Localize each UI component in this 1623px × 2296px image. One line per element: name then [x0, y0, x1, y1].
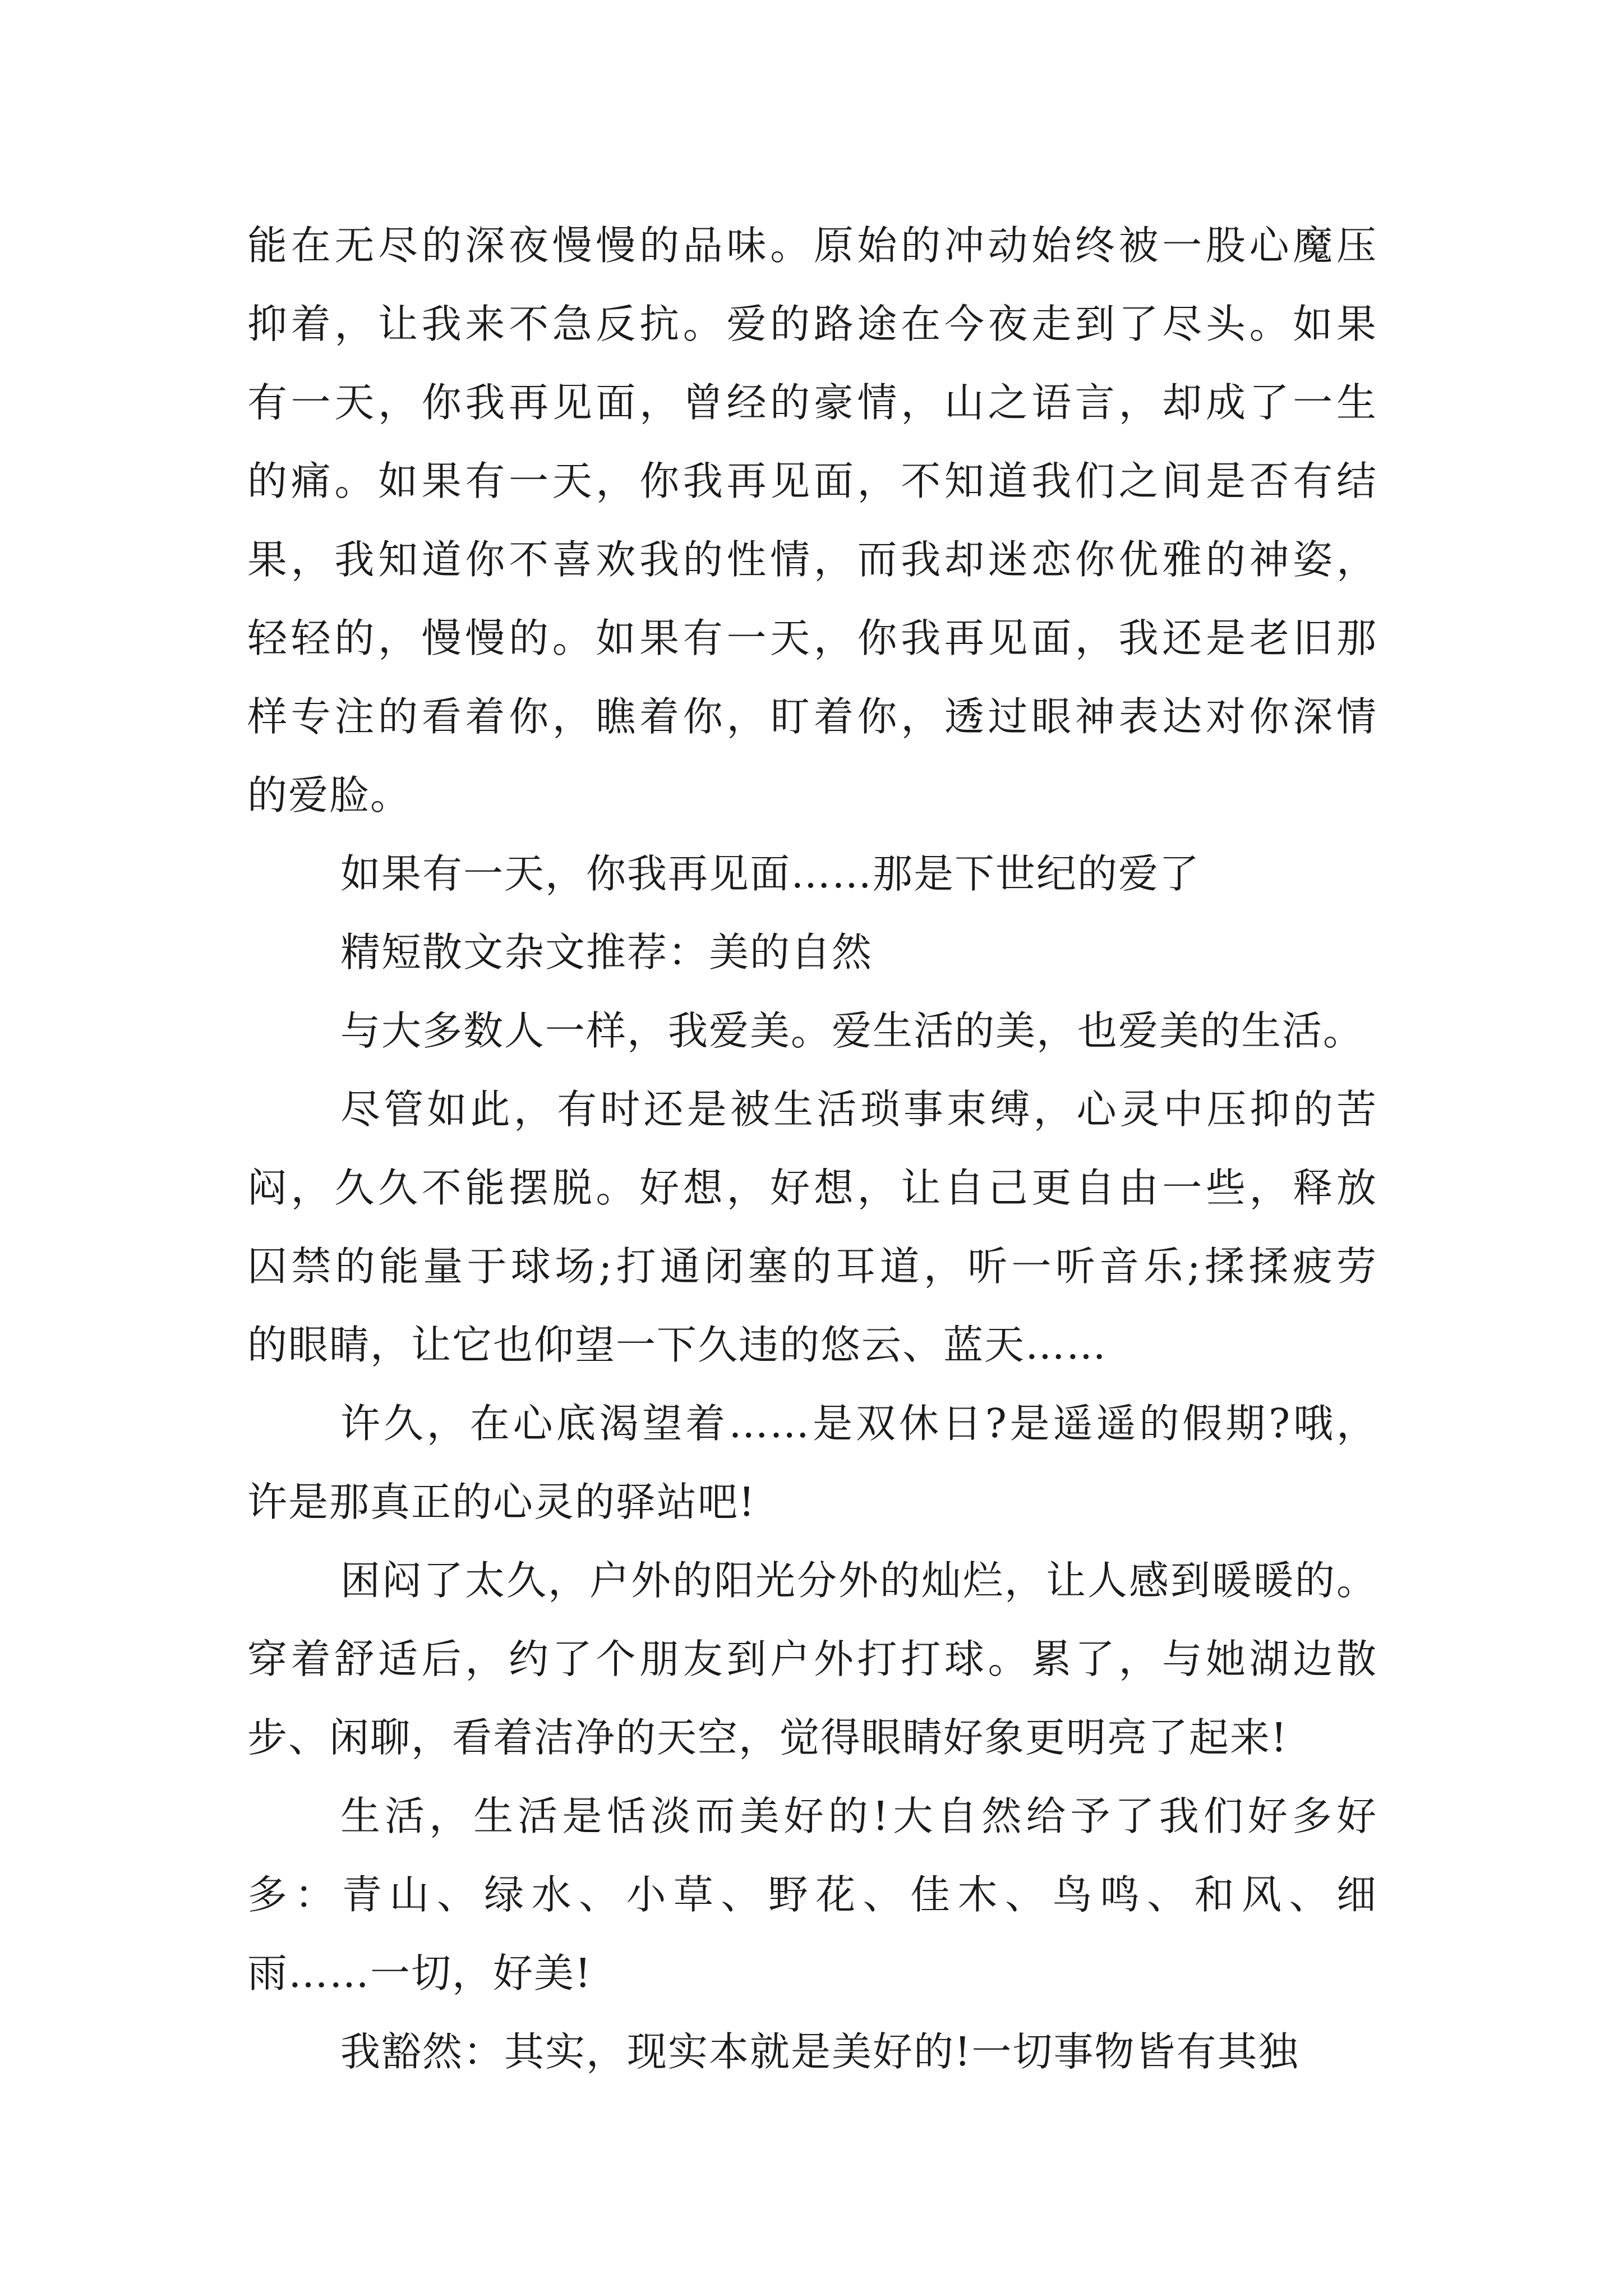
text-line: 许是那真正的心灵的驿站吧!	[247, 1479, 756, 1525]
paragraph	[247, 2013, 1377, 2091]
text-line: 困闷了太久，户外的阳光分外的灿烂，让人感到暖暖的。	[340, 1557, 1377, 1604]
text-line: 精短散文杂文推荐：美的自然	[340, 929, 873, 976]
document-body	[247, 206, 1377, 2091]
paragraph	[247, 1777, 1377, 2013]
text-line: 抑着，让我来不急反抗。爱的路途在今夜走到了尽头。如果	[247, 301, 1377, 347]
text-line: 与大多数人一样，我爱美。爱生活的美，也爱美的生活。	[340, 1007, 1364, 1054]
text-line: 轻轻的，慢慢的。如果有一天，你我再见面，我还是老旧那	[247, 615, 1377, 661]
text-line: 穿着舒适后，约了个朋友到户外打打球。累了，与她湖边散	[247, 1636, 1377, 1682]
paragraph	[247, 1542, 1377, 1777]
text-line: 囚禁的能量于球场;打通闭塞的耳道，听一听音乐;揉揉疲劳	[247, 1243, 1377, 1290]
paragraph	[247, 1384, 1377, 1542]
text-line: 的眼睛，让它也仰望一下久违的悠云、蓝天……	[247, 1322, 1108, 1368]
text-line: 生活，生活是恬淡而美好的!大自然给予了我们好多好	[340, 1793, 1377, 1839]
text-line: 的痛。如果有一天，你我再见面，不知道我们之间是否有结	[247, 458, 1377, 504]
paragraph	[247, 206, 1377, 835]
text-line: 我豁然：其实，现实本就是美好的!一切事物皆有其独	[340, 2028, 1299, 2075]
text-line: 许久，在心底渴望着……是双休日?是遥遥的假期?哦，	[340, 1400, 1377, 1447]
text-line: 果，我知道你不喜欢我的性情，而我却迷恋你优雅的神姿，	[247, 536, 1377, 583]
text-line: 样专注的看着你，瞧着你，盯着你，透过眼神表达对你深情	[247, 693, 1377, 740]
text-line: 闷，久久不能摆脱。好想，好想，让自己更自由一些，释放	[247, 1165, 1377, 1211]
text-line: 能在无尽的深夜慢慢的品味。原始的冲动始终被一股心魔压	[247, 222, 1377, 269]
text-line: 步、闲聊，看着洁净的天空，觉得眼睛好象更明亮了起来!	[247, 1714, 1288, 1761]
paragraph	[247, 913, 1377, 992]
paragraph	[247, 992, 1377, 1070]
paragraph	[247, 1070, 1377, 1384]
text-line: 雨……一切，好美!	[247, 1950, 592, 1996]
text-line: 有一天，你我再见面，曾经的豪情，山之语言，却成了一生	[247, 379, 1377, 426]
paragraph	[247, 835, 1377, 913]
text-line: 多：青山、绿水、小草、野花、佳木、鸟鸣、和风、细	[247, 1871, 1377, 1918]
text-line: 的爱脸。	[247, 772, 412, 818]
text-line: 如果有一天，你我再见面……那是下世纪的爱了	[340, 850, 1201, 897]
text-line: 尽管如此，有时还是被生活琐事束缚，心灵中压抑的苦	[340, 1086, 1377, 1133]
